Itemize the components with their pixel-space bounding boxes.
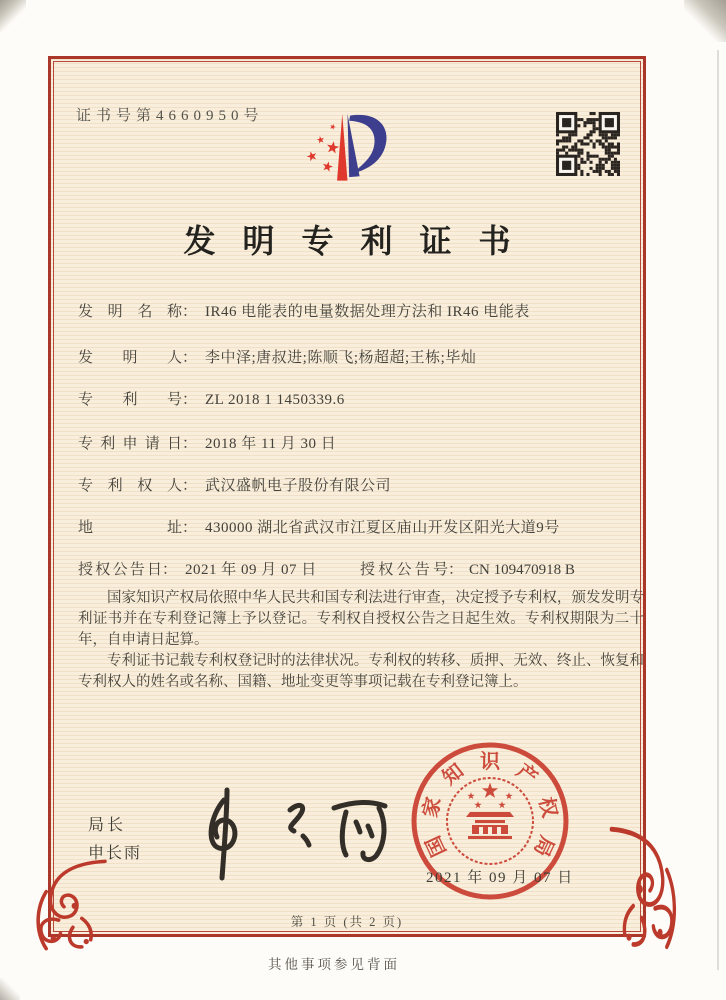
certificate-title: 发明专利证书	[183, 223, 538, 259]
legal-paragraph-2: 专利证书记载专利权登记时的法律状况。专利权的转移、质押、无效、终止、恢复和专利权人的姓名或名称、国籍、地址变更等事项记载在专利登记簿上。	[78, 653, 644, 690]
field-label: 授权公告日	[78, 562, 162, 578]
field-value: IR46 电能表的电量数据处理方法和 IR46 电能表	[205, 304, 530, 320]
field-value: 武汉盛帆电子股份有限公司	[205, 478, 392, 494]
corner-flourish-bottom-right-icon	[608, 822, 692, 954]
field-application-date: 专利申请日： 2018 年 11 月 30 日	[78, 432, 336, 453]
legal-text-block	[78, 588, 644, 693]
svg-text:家: 家	[419, 795, 446, 820]
field-inventors: 发明人： 李中泽;唐叔进;陈顺飞;杨超超;王栋;毕灿	[78, 346, 476, 367]
field-address: 地址： 430000 湖北省武汉市江夏区庙山开发区阳光大道9号	[78, 516, 560, 537]
seal-date: 2021 年 09 月 07 日	[426, 870, 574, 886]
svg-text:识: 识	[480, 751, 500, 773]
scan-shadow-top-right	[684, 0, 726, 42]
national-emblem-icon	[466, 783, 514, 840]
back-side-note: 其他事项参见背面	[268, 957, 400, 972]
page-number: 第 1 页 (共 2 页)	[290, 915, 404, 929]
scan-shadow-top-left	[0, 0, 26, 32]
field-value: 2021 年 09 月 07 日	[185, 562, 317, 578]
certificate-number: 证书号第4660950号	[76, 108, 264, 124]
scan-edge-right	[717, 50, 719, 970]
field-label: 发明名称	[78, 304, 182, 320]
field-value: ZL 2018 1 1450339.6	[205, 392, 345, 408]
commissioner-title: 局长	[88, 817, 127, 834]
field-label: 专利申请日	[78, 436, 182, 452]
cnipa-logo-icon	[292, 98, 448, 206]
field-label: 专利权人	[78, 478, 182, 494]
commissioner-name: 申长雨	[88, 845, 143, 862]
field-value: 430000 湖北省武汉市江夏区庙山开发区阳光大道9号	[205, 520, 560, 536]
qr-code	[556, 112, 620, 176]
legal-paragraph-1: 国家知识产权局依照中华人民共和国专利法进行审查，决定授予专利权，颁发发明专利证书并在专利登记簿上予以登记。专利权自授权公告之日起生效。专利权期限为二十年，自申请日起算。	[78, 590, 644, 648]
field-grant-publication-number: 授权公告号： CN 109470918 B	[360, 558, 575, 579]
field-patentee: 专利权人： 武汉盛帆电子股份有限公司	[78, 474, 391, 495]
field-invention-name: 发明名称： IR46 电能表的电量数据处理方法和 IR46 电能表	[78, 300, 530, 321]
handwritten-signature	[186, 782, 396, 882]
field-value: 李中泽;唐叔进;陈顺飞;杨超超;王栋;毕灿	[205, 350, 477, 366]
field-label: 地址	[78, 520, 182, 536]
corner-flourish-bottom-left-icon	[18, 856, 110, 954]
field-patent-number: 专利号： ZL 2018 1 1450339.6	[78, 388, 345, 409]
scan-shadow-bottom-left	[0, 978, 20, 1000]
field-label: 授权公告号	[360, 562, 448, 578]
field-value: CN 109470918 B	[469, 562, 575, 578]
field-grant-date: 授权公告日： 2021 年 09 月 07 日	[78, 558, 317, 579]
svg-text:权: 权	[534, 795, 561, 820]
svg-text:产: 产	[511, 759, 542, 790]
svg-text:局: 局	[529, 832, 558, 860]
svg-text:国: 国	[422, 832, 451, 860]
svg-text:知: 知	[438, 759, 469, 790]
field-label: 发明人	[78, 350, 182, 366]
field-value: 2018 年 11 月 30 日	[205, 436, 337, 452]
field-label: 专利号	[78, 392, 182, 408]
